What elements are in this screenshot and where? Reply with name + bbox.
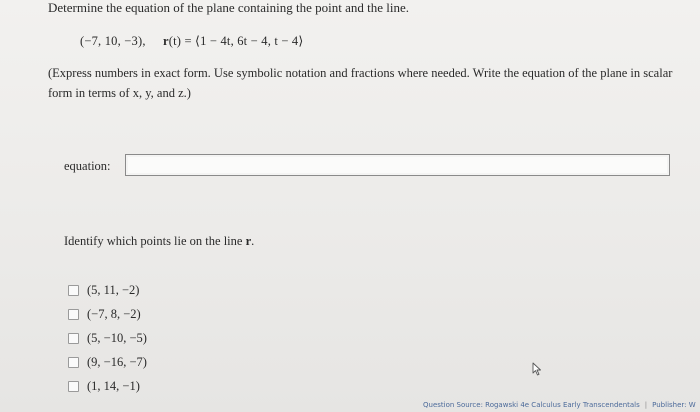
- question-source[interactable]: Question Source: Rogawski 4e Calculus Early Transcendentals: [423, 401, 640, 409]
- equation-input[interactable]: [125, 154, 670, 176]
- identify-suffix: .: [251, 234, 255, 248]
- option-label: (5, 11, −2): [87, 282, 140, 297]
- option-2[interactable]: [68, 302, 147, 326]
- publisher[interactable]: Publisher: W: [652, 401, 696, 409]
- checkbox[interactable]: [68, 309, 79, 320]
- identify-line-name: r: [245, 234, 252, 248]
- instructions: (Express numbers in exact form. Use symbolic notation and fractions where needed. Write the equation of the plane in scalar form in terms of x, y, and z.): [48, 66, 673, 100]
- option-3[interactable]: [68, 326, 147, 350]
- question-text: Determine the equation of the plane containing the point and the line.: [48, 0, 409, 15]
- checkbox[interactable]: [68, 357, 79, 368]
- footer-separator: |: [644, 401, 648, 409]
- option-label: (1, 14, −1): [87, 378, 140, 393]
- given-point: (−7, 10, −3),: [80, 34, 146, 48]
- given-data: [80, 33, 303, 49]
- footer: [423, 401, 696, 409]
- given-line: [163, 34, 303, 48]
- option-1[interactable]: [68, 278, 147, 302]
- equation-label: equation:: [64, 159, 111, 173]
- checkbox[interactable]: [68, 333, 79, 344]
- point-options: [68, 278, 147, 398]
- option-5[interactable]: [68, 374, 147, 398]
- option-label: (−7, 8, −2): [87, 306, 141, 321]
- mouse-pointer-icon: [532, 362, 542, 376]
- line-name: r: [162, 34, 169, 48]
- identify-prefix: Identify which points lie on the line: [64, 234, 246, 248]
- identify-prompt: [64, 234, 254, 249]
- checkbox[interactable]: [68, 285, 79, 296]
- line-expression: (t) = ⟨1 − 4t, 6t − 4, t − 4⟩: [168, 34, 304, 48]
- option-4[interactable]: [68, 350, 147, 374]
- option-label: (9, −16, −7): [87, 354, 147, 369]
- checkbox[interactable]: [68, 381, 79, 392]
- option-label: (5, −10, −5): [87, 330, 147, 345]
